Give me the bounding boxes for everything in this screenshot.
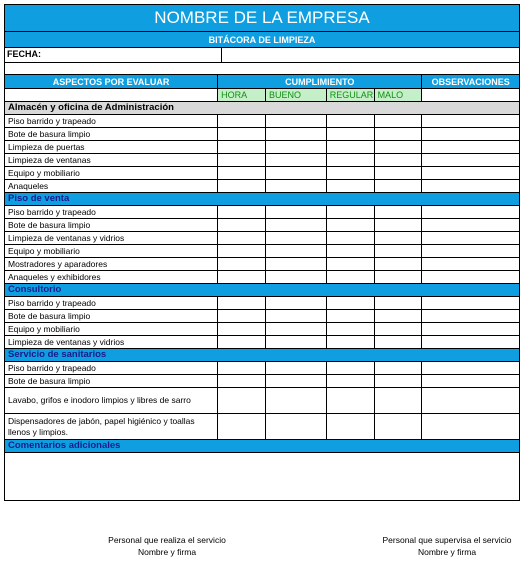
malo-cell[interactable] <box>375 336 423 348</box>
malo-cell[interactable] <box>375 297 423 309</box>
bueno-cell[interactable] <box>266 154 327 166</box>
table-row <box>4 388 520 414</box>
malo-cell[interactable] <box>375 141 423 153</box>
bueno-cell[interactable] <box>266 180 327 192</box>
table-row <box>4 362 520 375</box>
table-row <box>4 375 520 388</box>
cleaning-log-sheet <box>4 4 520 501</box>
hora-cell[interactable] <box>218 141 266 153</box>
hora-cell[interactable] <box>218 167 266 179</box>
regular-cell[interactable] <box>327 167 375 179</box>
subheader-observations-blank <box>422 89 519 101</box>
bueno-cell[interactable] <box>266 388 327 413</box>
signature-right-name: Nombre y firma <box>417 547 477 557</box>
observations-cell[interactable] <box>422 362 519 374</box>
observations-cell[interactable] <box>422 388 519 413</box>
signature-left <box>92 534 242 558</box>
observations-cell[interactable] <box>422 297 519 309</box>
company-name-title: NOMBRE DE LA EMPRESA <box>4 4 520 32</box>
row-label: Piso barrido y trapeado <box>5 206 218 218</box>
signature-left-name: Nombre y firma <box>137 547 197 557</box>
row-label: Dispensadores de jabón, papel higiénico y toallas llenos y limpios. <box>5 414 218 439</box>
malo-cell[interactable] <box>375 232 423 244</box>
malo-cell[interactable] <box>375 219 423 231</box>
bueno-cell[interactable] <box>266 167 327 179</box>
table-row <box>4 180 520 193</box>
observations-cell[interactable] <box>422 128 519 140</box>
table-row <box>4 245 520 258</box>
subheader-bueno: BUENO <box>266 89 327 101</box>
date-label: FECHA: <box>5 48 222 62</box>
hora-cell[interactable] <box>218 362 266 374</box>
table-row <box>4 323 520 336</box>
table-row <box>4 154 520 167</box>
row-label: Bote de basura limpio <box>5 128 218 140</box>
hora-cell[interactable] <box>218 375 266 387</box>
hora-cell[interactable] <box>218 128 266 140</box>
signature-right <box>372 534 522 558</box>
malo-cell[interactable] <box>375 323 423 335</box>
bueno-cell[interactable] <box>266 323 327 335</box>
malo-cell[interactable] <box>375 154 423 166</box>
hora-cell[interactable] <box>218 388 266 413</box>
malo-cell[interactable] <box>375 388 423 413</box>
log-subtitle: BITÁCORA DE LIMPIEZA <box>4 32 520 48</box>
hora-cell[interactable] <box>218 414 266 439</box>
observations-cell[interactable] <box>422 245 519 257</box>
hora-cell[interactable] <box>218 323 266 335</box>
section-header: Servicio de sanitarios <box>4 349 520 362</box>
regular-cell[interactable] <box>327 219 375 231</box>
hora-cell[interactable] <box>218 180 266 192</box>
bueno-cell[interactable] <box>266 414 327 439</box>
observations-cell[interactable] <box>422 323 519 335</box>
malo-cell[interactable] <box>375 310 423 322</box>
regular-cell[interactable] <box>327 154 375 166</box>
regular-cell[interactable] <box>327 414 375 439</box>
row-label: Piso barrido y trapeado <box>5 115 218 127</box>
observations-cell[interactable] <box>422 206 519 218</box>
observations-cell[interactable] <box>422 414 519 439</box>
row-label: Bote de basura limpio <box>5 219 218 231</box>
regular-cell[interactable] <box>327 388 375 413</box>
comments-field[interactable] <box>4 453 520 501</box>
table-row <box>4 141 520 154</box>
malo-cell[interactable] <box>375 128 423 140</box>
observations-cell[interactable] <box>422 219 519 231</box>
row-label: Equipo y mobiliario <box>5 167 218 179</box>
observations-cell[interactable] <box>422 271 519 283</box>
header-aspects: ASPECTOS POR EVALUAR <box>5 75 218 88</box>
bueno-cell[interactable] <box>266 128 327 140</box>
row-label: Limpieza de ventanas <box>5 154 218 166</box>
bueno-cell[interactable] <box>266 362 327 374</box>
row-label: Bote de basura limpio <box>5 375 218 387</box>
section-header: Almacén y oficina de Administración <box>4 102 520 115</box>
observations-cell[interactable] <box>422 154 519 166</box>
malo-cell[interactable] <box>375 180 423 192</box>
malo-cell[interactable] <box>375 245 423 257</box>
regular-cell[interactable] <box>327 115 375 127</box>
table-row <box>4 206 520 219</box>
row-label: Equipo y mobiliario <box>5 245 218 257</box>
table-row <box>4 310 520 323</box>
hora-cell[interactable] <box>218 271 266 283</box>
header-compliance: CUMPLIMIENTO <box>218 75 422 88</box>
malo-cell[interactable] <box>375 375 423 387</box>
hora-cell[interactable] <box>218 245 266 257</box>
row-label: Limpieza de puertas <box>5 141 218 153</box>
row-label: Lavabo, grifos e inodoro limpios y libres de sarro <box>5 388 218 413</box>
regular-cell[interactable] <box>327 245 375 257</box>
sections-container <box>4 102 520 440</box>
regular-cell[interactable] <box>327 323 375 335</box>
bueno-cell[interactable] <box>266 310 327 322</box>
regular-cell[interactable] <box>327 362 375 374</box>
table-row <box>4 414 520 440</box>
subheader-blank <box>5 89 218 101</box>
signature-left-role: Personal que realiza el servicio <box>108 535 226 545</box>
date-row <box>4 48 520 63</box>
row-label: Limpieza de ventanas y vidrios <box>5 232 218 244</box>
row-label: Piso barrido y trapeado <box>5 297 218 309</box>
bueno-cell[interactable] <box>266 271 327 283</box>
table-subheader <box>4 89 520 102</box>
observations-cell[interactable] <box>422 115 519 127</box>
bueno-cell[interactable] <box>266 245 327 257</box>
signature-right-role: Personal que supervisa el servicio <box>382 535 512 545</box>
bueno-cell[interactable] <box>266 206 327 218</box>
bueno-cell[interactable] <box>266 375 327 387</box>
observations-cell[interactable] <box>422 141 519 153</box>
row-label: Limpieza de ventanas y vidrios <box>5 336 218 348</box>
hora-cell[interactable] <box>218 336 266 348</box>
hora-cell[interactable] <box>218 258 266 270</box>
hora-cell[interactable] <box>218 297 266 309</box>
bueno-cell[interactable] <box>266 219 327 231</box>
malo-cell[interactable] <box>375 206 423 218</box>
malo-cell[interactable] <box>375 115 423 127</box>
regular-cell[interactable] <box>327 128 375 140</box>
table-row <box>4 167 520 180</box>
date-field[interactable] <box>222 48 519 62</box>
row-label: Mostradores y aparadores <box>5 258 218 270</box>
row-label: Anaqueles <box>5 180 218 192</box>
observations-cell[interactable] <box>422 180 519 192</box>
spacer-row <box>4 63 520 75</box>
regular-cell[interactable] <box>327 297 375 309</box>
subheader-hora: HORA <box>218 89 266 101</box>
malo-cell[interactable] <box>375 167 423 179</box>
malo-cell[interactable] <box>375 271 423 283</box>
table-row <box>4 258 520 271</box>
section-header: Piso de venta <box>4 193 520 206</box>
comments-header: Comentarios adicionales <box>4 440 520 453</box>
regular-cell[interactable] <box>327 258 375 270</box>
regular-cell[interactable] <box>327 271 375 283</box>
row-label: Piso barrido y trapeado <box>5 362 218 374</box>
hora-cell[interactable] <box>218 310 266 322</box>
hora-cell[interactable] <box>218 232 266 244</box>
table-row <box>4 128 520 141</box>
hora-cell[interactable] <box>218 115 266 127</box>
bueno-cell[interactable] <box>266 336 327 348</box>
table-row <box>4 219 520 232</box>
observations-cell[interactable] <box>422 232 519 244</box>
section-header: Consultorio <box>4 284 520 297</box>
hora-cell[interactable] <box>218 219 266 231</box>
bueno-cell[interactable] <box>266 141 327 153</box>
subheader-regular: REGULAR <box>327 89 375 101</box>
regular-cell[interactable] <box>327 141 375 153</box>
table-row <box>4 115 520 128</box>
malo-cell[interactable] <box>375 414 423 439</box>
malo-cell[interactable] <box>375 258 423 270</box>
table-row <box>4 336 520 349</box>
observations-cell[interactable] <box>422 167 519 179</box>
observations-cell[interactable] <box>422 375 519 387</box>
header-observations: OBSERVACIONES <box>431 76 510 87</box>
regular-cell[interactable] <box>327 310 375 322</box>
row-label: Equipo y mobiliario <box>5 323 218 335</box>
regular-cell[interactable] <box>327 180 375 192</box>
table-row <box>4 232 520 245</box>
regular-cell[interactable] <box>327 232 375 244</box>
hora-cell[interactable] <box>218 154 266 166</box>
table-row <box>4 297 520 310</box>
row-label: Anaqueles y exhibidores <box>5 271 218 283</box>
table-row <box>4 271 520 284</box>
observations-cell[interactable] <box>422 310 519 322</box>
regular-cell[interactable] <box>327 375 375 387</box>
table-header <box>4 75 520 89</box>
observations-cell[interactable] <box>422 336 519 348</box>
bueno-cell[interactable] <box>266 115 327 127</box>
subheader-malo: MALO <box>375 89 423 101</box>
row-label: Bote de basura limpio <box>5 310 218 322</box>
malo-cell[interactable] <box>375 362 423 374</box>
bueno-cell[interactable] <box>266 258 327 270</box>
hora-cell[interactable] <box>218 206 266 218</box>
bueno-cell[interactable] <box>266 232 327 244</box>
regular-cell[interactable] <box>327 206 375 218</box>
regular-cell[interactable] <box>327 336 375 348</box>
bueno-cell[interactable] <box>266 297 327 309</box>
observations-cell[interactable] <box>422 258 519 270</box>
